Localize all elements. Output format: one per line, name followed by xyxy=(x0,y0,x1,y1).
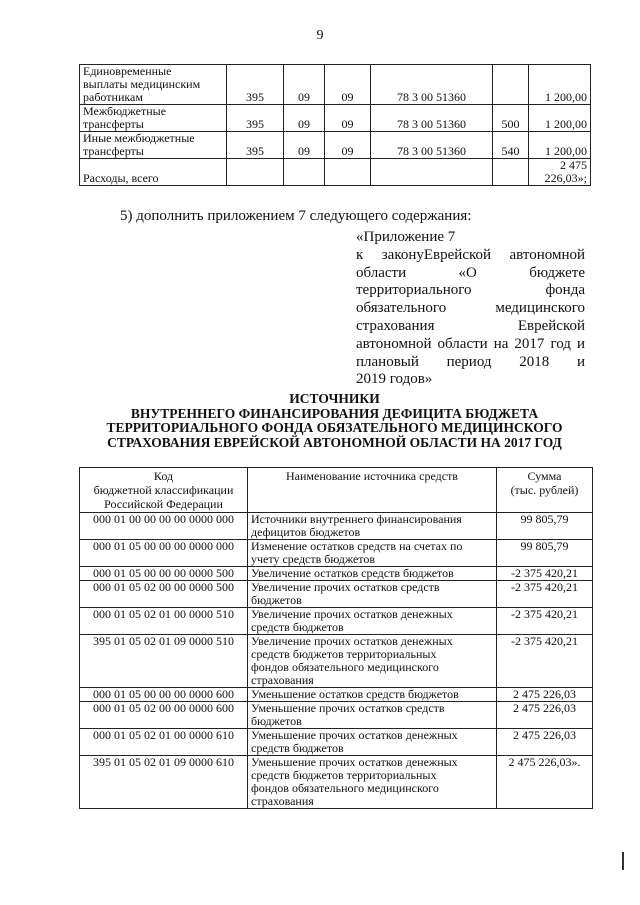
table-row xyxy=(80,635,593,688)
table-row xyxy=(80,540,593,567)
table-row xyxy=(80,132,591,159)
cell-gr: 395 xyxy=(227,65,284,105)
cell-sum: 1 200,00 xyxy=(529,65,591,105)
header-name: Наименование источника средств xyxy=(248,468,497,513)
table-row xyxy=(80,567,593,581)
header-code: Код бюджетной классификации Российской Федерации xyxy=(80,468,248,513)
table-row xyxy=(80,159,591,186)
cell-pr xyxy=(325,159,371,186)
cell-vr xyxy=(493,159,529,186)
cell-vr: 500 xyxy=(493,105,529,132)
row-name: Уменьшение прочих остатков денежных средств бюджетов xyxy=(248,729,497,756)
row-sum: 2 475 226,03 xyxy=(497,729,593,756)
instruction-text: 5) дополнить приложением 7 следующего содержания: xyxy=(120,208,472,224)
row-code: 000 01 05 02 01 00 0000 510 xyxy=(80,608,248,635)
row-name: Межбюджетные трансферты xyxy=(80,105,227,132)
sources-table xyxy=(79,467,593,809)
row-sum: -2 375 420,21 xyxy=(497,581,593,608)
table-row xyxy=(80,756,593,809)
table-row xyxy=(80,688,593,702)
row-name: Расходы, всего xyxy=(80,159,227,186)
row-name: Увеличение прочих остатков денежных средств бюджетов xyxy=(248,608,497,635)
document-title xyxy=(79,392,590,450)
cell-pr: 09 xyxy=(325,132,371,159)
row-code: 000 01 00 00 00 00 0000 000 xyxy=(80,513,248,540)
row-name: Изменение остатков средств на счетах по учету средств бюджетов xyxy=(248,540,497,567)
row-code: 000 01 05 02 00 00 0000 500 xyxy=(80,581,248,608)
row-sum: -2 375 420,21 xyxy=(497,635,593,688)
cell-pr: 09 xyxy=(325,65,371,105)
appendix-heading xyxy=(356,229,585,389)
cell-vr xyxy=(493,65,529,105)
cell-csr: 78 3 00 51360 xyxy=(371,132,493,159)
expenses-table xyxy=(79,64,591,186)
cell-sum: 1 200,00 xyxy=(529,105,591,132)
row-name: Иные межбюджетные трансферты xyxy=(80,132,227,159)
row-sum: 2 475 226,03». xyxy=(497,756,593,809)
row-code: 000 01 05 00 00 00 0000 000 xyxy=(80,540,248,567)
table-row xyxy=(80,65,591,105)
row-name: Уменьшение остатков средств бюджетов xyxy=(248,688,497,702)
row-sum: 2 475 226,03 xyxy=(497,702,593,729)
cell-gr: 395 xyxy=(227,105,284,132)
row-sum: 99 805,79 xyxy=(497,513,593,540)
row-code: 000 01 05 00 00 00 0000 600 xyxy=(80,688,248,702)
cell-vr: 540 xyxy=(493,132,529,159)
appendix-line: к законуЕврейской автономной xyxy=(356,246,585,263)
page-number: 9 xyxy=(316,28,324,43)
title-line: ВНУТРЕННЕГО ФИНАНСИРОВАНИЯ ДЕФИЦИТА БЮДЖЕТА xyxy=(130,405,539,421)
margin-mark xyxy=(622,852,624,870)
appendix-line: «Приложение 7 xyxy=(356,229,456,245)
cell-rz: 09 xyxy=(284,105,325,132)
cell-rz: 09 xyxy=(284,132,325,159)
row-name: Увеличение остатков средств бюджетов xyxy=(248,567,497,581)
row-name: Уменьшение прочих остатков денежных средств бюджетов территориальных фондов обязательного медицинского страхования xyxy=(248,756,497,809)
row-code: 000 01 05 02 00 00 0000 600 xyxy=(80,702,248,729)
row-sum: -2 375 420,21 xyxy=(497,567,593,581)
cell-csr: 78 3 00 51360 xyxy=(371,105,493,132)
appendix-line: территориального фонда xyxy=(356,282,585,299)
row-name: Увеличение прочих остатков средств бюджетов xyxy=(248,581,497,608)
row-sum: 99 805,79 xyxy=(497,540,593,567)
row-name: Единовременные выплаты медицинским работникам xyxy=(80,65,227,105)
table-row xyxy=(80,513,593,540)
table-row xyxy=(80,729,593,756)
table-header-row xyxy=(80,468,593,513)
row-sum: 2 475 226,03 xyxy=(497,688,593,702)
title-line: СТРАХОВАНИЯ ЕВРЕЙСКОЙ АВТОНОМНОЙ ОБЛАСТИ НА 2017 ГОД xyxy=(107,434,562,450)
header-sum: Сумма (тыс. рублей) xyxy=(497,468,593,513)
title-line: ТЕРРИТОРИАЛЬНОГО ФОНДА ОБЯЗАТЕЛЬНОГО МЕДИЦИНСКОГО xyxy=(106,420,563,435)
row-sum: -2 375 420,21 xyxy=(497,608,593,635)
row-code: 000 01 05 02 01 00 0000 610 xyxy=(80,729,248,756)
row-code: 000 01 05 00 00 00 0000 500 xyxy=(80,567,248,581)
title-line: ИСТОЧНИКИ xyxy=(289,391,380,406)
cell-rz: 09 xyxy=(284,65,325,105)
cell-rz xyxy=(284,159,325,186)
appendix-line: области «О бюджете xyxy=(356,264,585,281)
cell-pr: 09 xyxy=(325,105,371,132)
appendix-line: обязательного медицинского xyxy=(356,300,585,317)
row-code: 395 01 05 02 01 09 0000 610 xyxy=(80,756,248,809)
appendix-line: 2019 годов» xyxy=(356,371,433,388)
table-row xyxy=(80,608,593,635)
cell-sum: 1 200,00 xyxy=(529,132,591,159)
appendix-line: автономной области на 2017 год и xyxy=(356,335,585,352)
table-row xyxy=(80,702,593,729)
cell-gr xyxy=(227,159,284,186)
appendix-line: плановый период 2018 и xyxy=(356,353,585,370)
appendix-line: страхования Еврейской xyxy=(356,317,585,334)
row-code: 395 01 05 02 01 09 0000 510 xyxy=(80,635,248,688)
row-name: Источники внутреннего финансирования дефицитов бюджетов xyxy=(248,513,497,540)
cell-gr: 395 xyxy=(227,132,284,159)
cell-csr xyxy=(371,159,493,186)
cell-sum: 2 475 226,03»; xyxy=(529,159,591,186)
cell-csr: 78 3 00 51360 xyxy=(371,65,493,105)
table-row xyxy=(80,581,593,608)
row-name: Уменьшение прочих остатков средств бюджетов xyxy=(248,702,497,729)
row-name: Увеличение прочих остатков денежных средств бюджетов территориальных фондов обязательного медицинского страхования xyxy=(248,635,497,688)
table-row xyxy=(80,105,591,132)
